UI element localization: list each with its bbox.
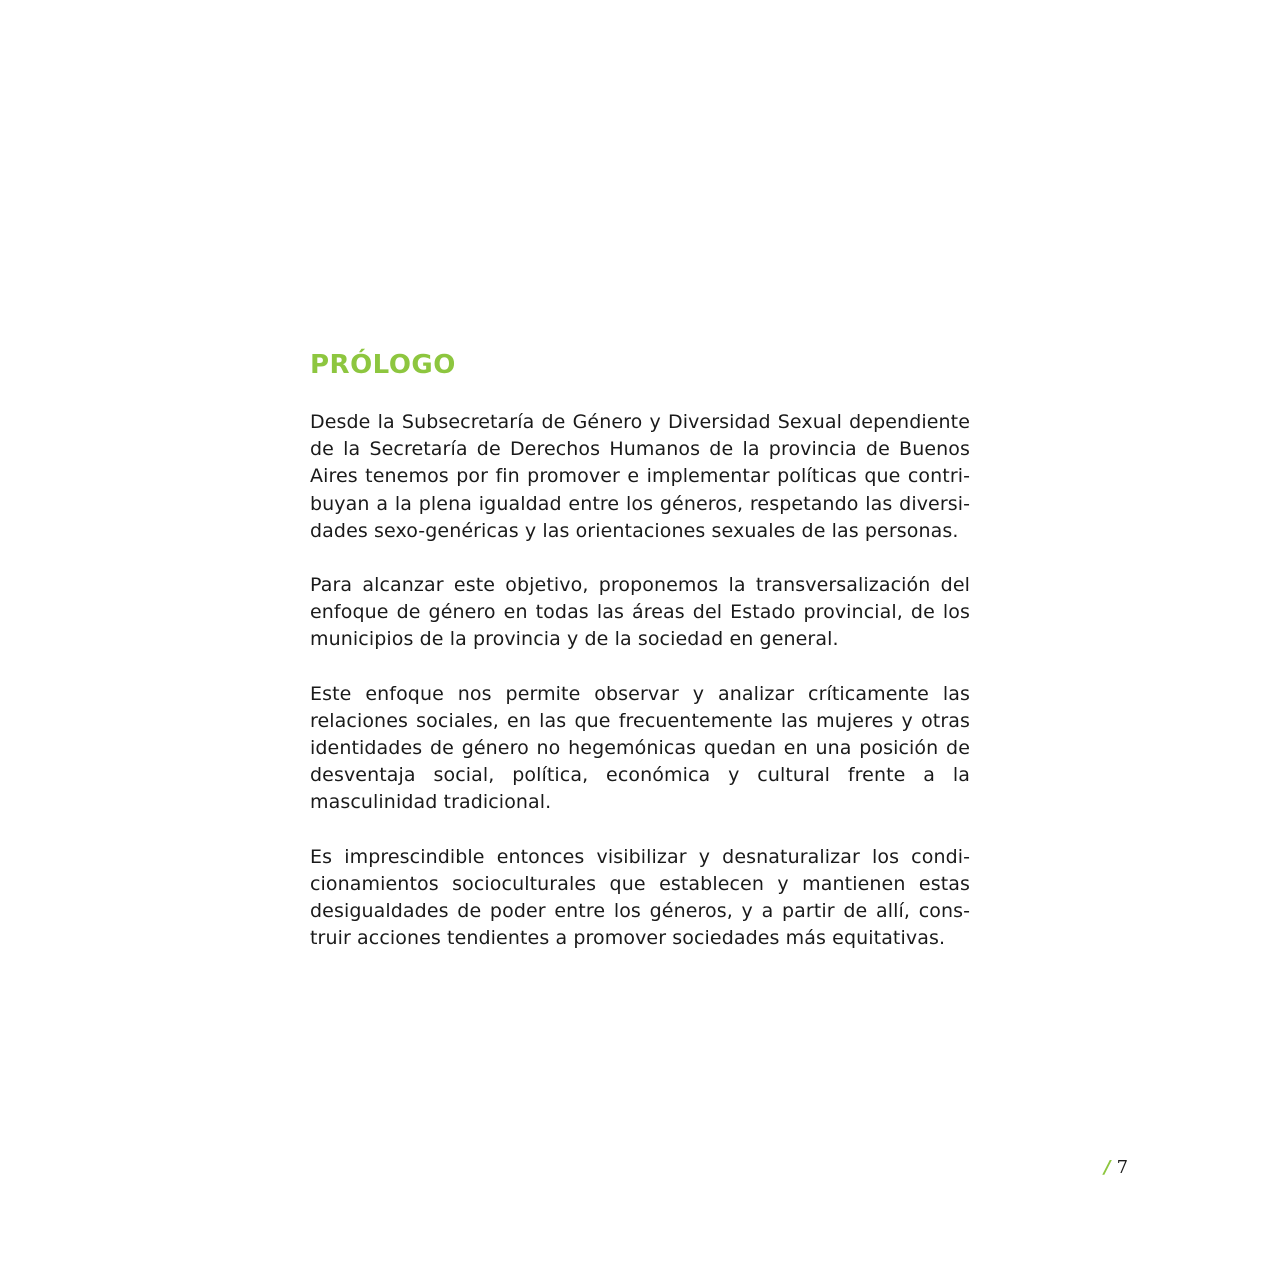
paragraph-1: Desde la Subsecretaría de Género y Diversidad Sexual dependiente de la Secretaría de Derechos Humanos de la provincia de Buenos Aires tenemos por fin promover e implementar políticas que contribuyan a la plena igualdad entre los géneros, respetando las diversidades sexo-genéricas y las orientaciones sexuales de las personas. — [310, 411, 970, 542]
paragraph-4: Es imprescindible entonces visibilizar y desnaturalizar los condicionamientos socioculturales que establecen y mantienen estas desigualdades de poder entre los géneros, y a partir de allí, construir acciones tendientes a promover sociedades más equitativas. — [310, 845, 970, 950]
folio-separator: / — [1104, 1157, 1111, 1178]
page-number: 7 — [1116, 1157, 1129, 1178]
page-folio — [1104, 1157, 1128, 1178]
page-title: PRÓLOGO — [310, 350, 456, 380]
paragraph-2: Para alcanzar este objetivo, proponemos la transversalización del enfoque de género en todas las áreas del Estado provincial, de los municipios de la provincia y de la sociedad en general. — [310, 574, 970, 651]
body-text — [310, 409, 970, 979]
paragraph-3: Este enfoque nos permite observar y analizar críticamente las relaciones sociales, en las que frecuentemente las mujeres y otras identidades de género no hegemónicas quedan en una posición de desventaja social, política, económica y cultural frente a la masculinidad tradicional. — [310, 682, 970, 814]
